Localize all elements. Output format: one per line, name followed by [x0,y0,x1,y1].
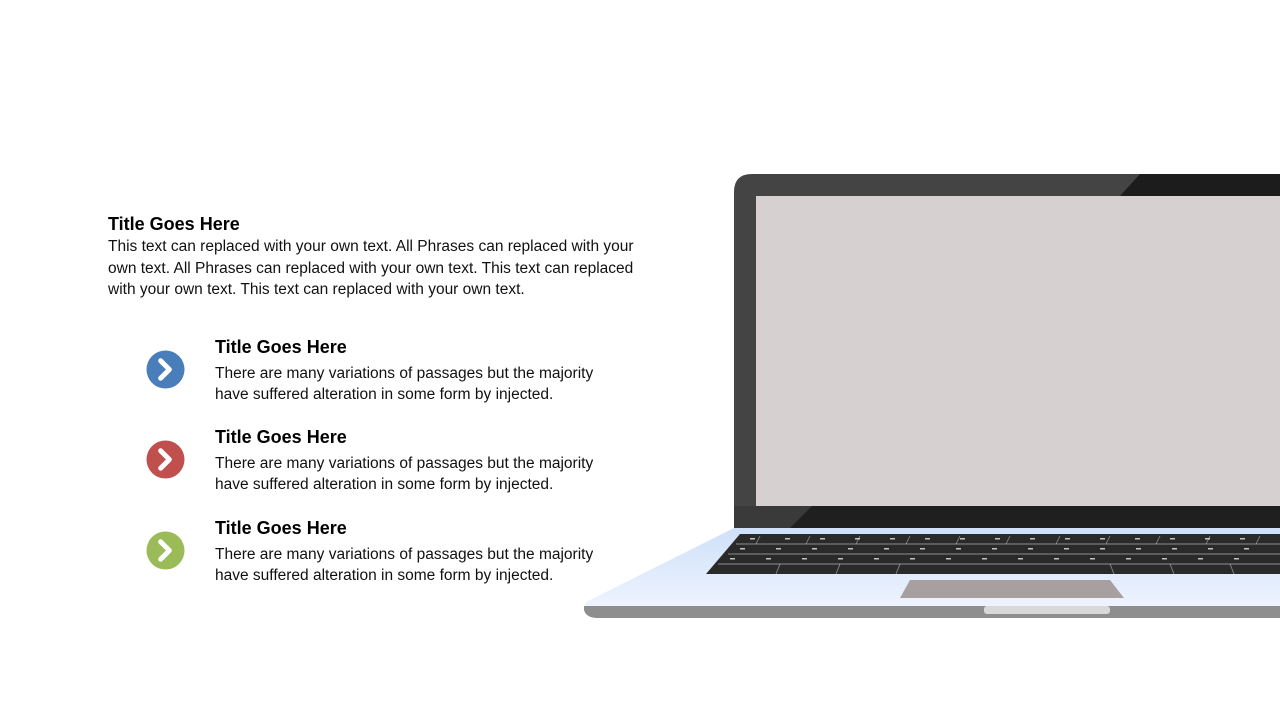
item-title: Title Goes Here [215,518,347,538]
intro-body: This text can replaced with your own text. All Phrases can replaced with your own text. All Phrases can replaced with your own text. This text can replaced with your own text. This text can replaced with your own text. [108,238,634,298]
laptop-illustration [580,170,1280,630]
laptop-graphic [580,170,1280,630]
list-item-2 [146,426,606,516]
list-item-1 [146,336,606,426]
chevron-right-icon [146,440,185,479]
chevron-right-icon [146,350,185,389]
laptop-screen [756,196,1280,506]
list-item-3 [146,517,606,607]
item-title: Title Goes Here [215,427,347,447]
item-body: There are many variations of passages but the majority have suffered alteration in some form by injected. [215,546,594,584]
intro-block [108,212,648,301]
item-title: Title Goes Here [215,337,347,357]
laptop-trackpad [900,580,1124,598]
item-body: There are many variations of passages but the majority have suffered alteration in some form by injected. [215,365,594,403]
item-body: There are many variations of passages but the majority have suffered alteration in some form by injected. [215,455,594,493]
intro-title: Title Goes Here [108,214,240,234]
chevron-right-icon [146,531,185,570]
